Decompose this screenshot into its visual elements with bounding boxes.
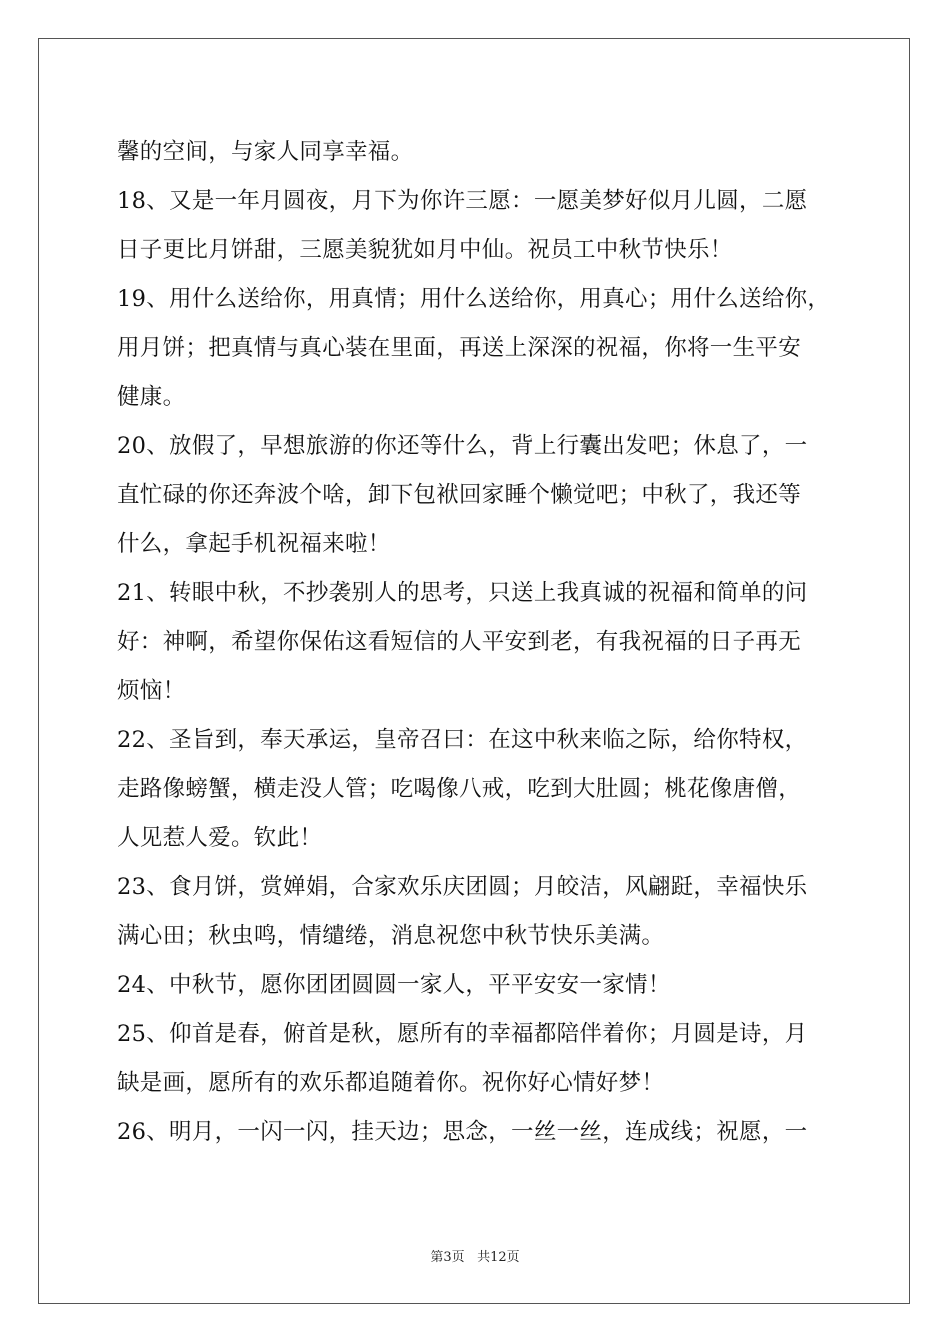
text-line: 满心田；秋虫鸣，情缱绻，消息祝您中秋节快乐美满。 bbox=[117, 923, 665, 949]
text-line: 好：神啊，希望你保佑这看短信的人平安到老，有我祝福的日子再无 bbox=[117, 629, 802, 655]
text-line: 直忙碌的你还奔波个啥，卸下包袱回家睡个懒觉吧；中秋了，我还等 bbox=[117, 482, 802, 508]
text-line: 烦恼！ bbox=[117, 678, 186, 704]
text-line: 19、用什么送给你，用真情；用什么送给你，用真心；用什么送给你， bbox=[117, 286, 831, 312]
text-line: 日子更比月饼甜，三愿美貌犹如月中仙。祝员工中秋节快乐！ bbox=[117, 237, 733, 263]
text-line: 走路像螃蟹，横走没人管；吃喝像八戒，吃到大肚圆；桃花像唐僧， bbox=[117, 776, 802, 802]
document-body bbox=[117, 128, 853, 1157]
text-line: 22、圣旨到，奉天承运，皇帝召曰：在这中秋来临之际，给你特权， bbox=[117, 727, 808, 753]
text-line: 人见惹人爱。钦此！ bbox=[117, 825, 323, 851]
text-line: 用月饼；把真情与真心装在里面，再送上深深的祝福，你将一生平安 bbox=[117, 335, 802, 361]
text-line: 馨的空间，与家人同享幸福。 bbox=[117, 139, 414, 165]
page-footer bbox=[0, 1246, 950, 1265]
text-line: 健康。 bbox=[117, 384, 186, 410]
text-line: 缺是画，愿所有的欢乐都追随着你。祝你好心情好梦！ bbox=[117, 1070, 665, 1096]
page-number: 第3页 bbox=[430, 1250, 465, 1265]
text-line: 什么，拿起手机祝福来啦！ bbox=[117, 531, 391, 557]
page-total: 共12页 bbox=[477, 1250, 520, 1265]
text-line: 21、转眼中秋，不抄袭别人的思考，只送上我真诚的祝福和简单的问 bbox=[117, 580, 808, 606]
text-line: 20、放假了，早想旅游的你还等什么，背上行囊出发吧；休息了，一 bbox=[117, 433, 808, 459]
text-line: 23、食月饼，赏婵娟，合家欢乐庆团圆；月皎洁，风翩跹，幸福快乐 bbox=[117, 874, 808, 900]
text-line: 26、明月，一闪一闪，挂天边；思念，一丝一丝，连成线；祝愿，一 bbox=[117, 1119, 808, 1145]
text-line: 24、中秋节，愿你团团圆圆一家人，平平安安一家情！ bbox=[117, 972, 671, 998]
text-line: 18、又是一年月圆夜，月下为你许三愿：一愿美梦好似月儿圆，二愿 bbox=[117, 188, 808, 214]
text-line: 25、仰首是春，俯首是秋，愿所有的幸福都陪伴着你；月圆是诗，月 bbox=[117, 1021, 808, 1047]
